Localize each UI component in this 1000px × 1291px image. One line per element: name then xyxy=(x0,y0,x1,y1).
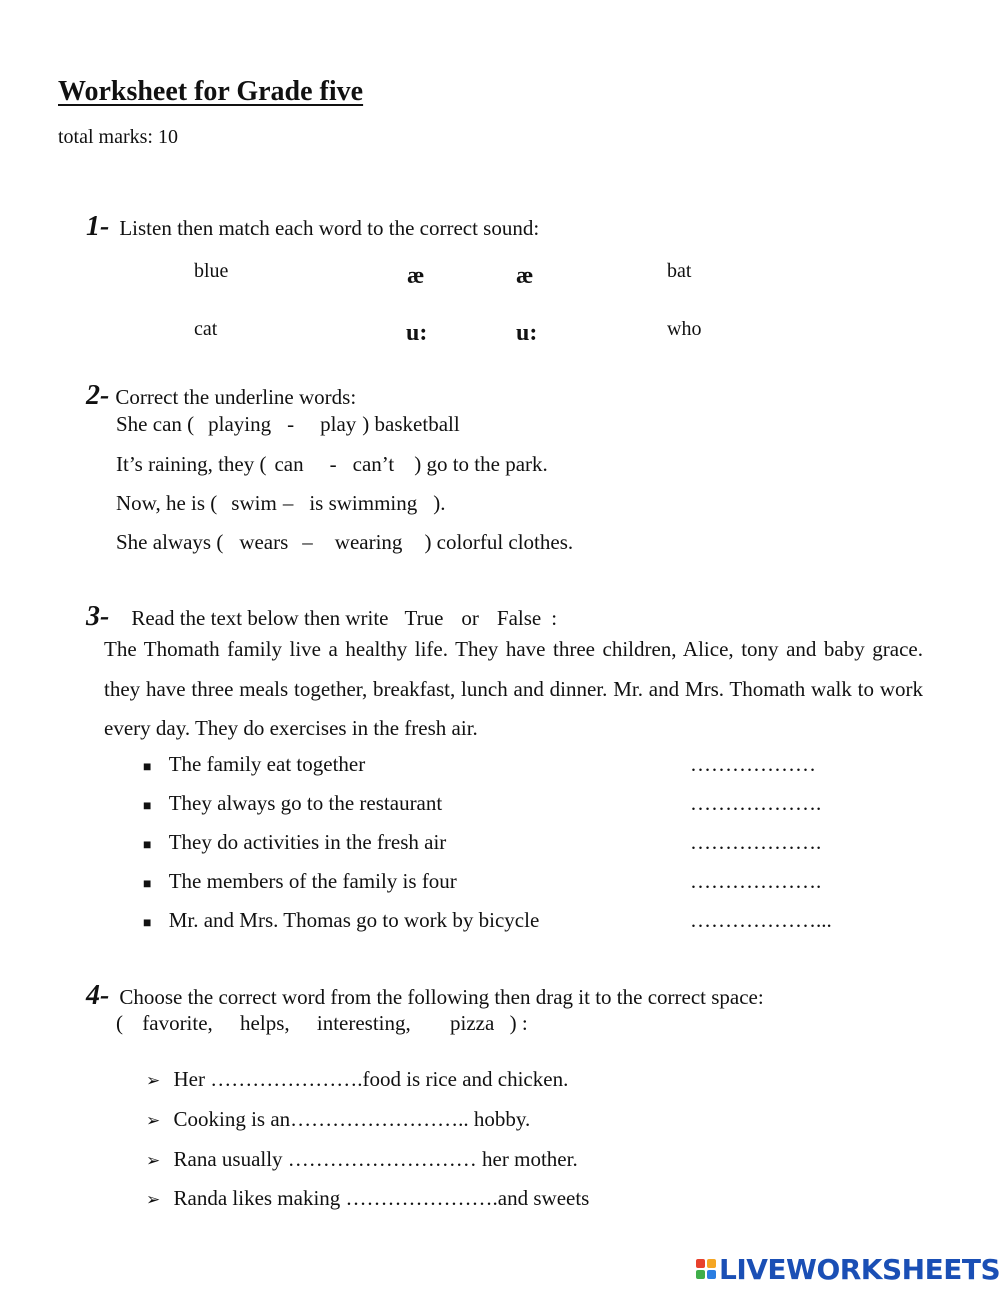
true-false-item xyxy=(143,830,446,855)
logo-cube xyxy=(696,1270,705,1279)
line-suffix: ). xyxy=(433,491,446,515)
statement-text: They always go to the restaurant xyxy=(168,791,443,815)
match-word-left[interactable]: cat xyxy=(194,318,218,340)
word-bank xyxy=(116,1011,528,1036)
total-marks: total marks: 10 xyxy=(58,126,178,148)
arrow-bullet-icon: ➢ xyxy=(146,1111,161,1130)
worksheet-title: Worksheet for Grade five xyxy=(58,76,364,107)
separator: – xyxy=(282,491,294,515)
fill-blank-sentence[interactable] xyxy=(146,1186,589,1211)
sound-symbol[interactable]: æ xyxy=(407,263,425,289)
correction-line xyxy=(116,412,460,437)
true-false-item xyxy=(143,908,539,933)
bullet-icon: ■ xyxy=(143,799,152,814)
word-bank-close: ) : xyxy=(509,1011,528,1035)
question-number: 1- xyxy=(86,211,110,242)
question-instruction: Correct the underline words: xyxy=(115,385,357,409)
separator: - xyxy=(287,412,295,436)
line-suffix: ) basketball xyxy=(362,412,460,436)
fill-blank-sentence[interactable] xyxy=(146,1147,578,1172)
line-suffix: ) colorful clothes. xyxy=(424,530,574,554)
option-1[interactable]: wears xyxy=(239,530,289,554)
statement-text: The members of the family is four xyxy=(168,869,457,893)
word-bank-word[interactable]: helps, xyxy=(240,1011,290,1035)
option-2[interactable]: is swimming xyxy=(309,491,418,515)
sentence-text[interactable]: Cooking is an…………………….. hobby. xyxy=(173,1107,531,1131)
bullet-icon: ■ xyxy=(143,877,152,892)
true-label: True xyxy=(404,606,444,630)
word-bank-open: ( xyxy=(116,1011,123,1035)
bullet-icon: ■ xyxy=(143,760,152,775)
word-bank-word[interactable]: favorite, xyxy=(142,1011,213,1035)
answer-blank[interactable]: ………………... xyxy=(690,908,832,932)
option-2[interactable]: wearing xyxy=(334,530,403,554)
line-prefix: She can ( xyxy=(116,412,195,436)
statement-text: They do activities in the fresh air xyxy=(168,830,447,854)
statement-text: Mr. and Mrs. Thomas go to work by bicycle xyxy=(168,908,540,932)
line-prefix: Now, he is ( xyxy=(116,491,218,515)
question-instruction: Listen then match each word to the correct sound: xyxy=(119,216,540,240)
option-1[interactable]: swim xyxy=(231,491,277,515)
match-word-left[interactable]: blue xyxy=(194,260,229,282)
line-prefix: She always ( xyxy=(116,530,224,554)
statement-text: The family eat together xyxy=(168,752,366,776)
option-2[interactable]: can’t xyxy=(352,452,395,476)
answer-blank[interactable]: ………………. xyxy=(690,791,822,815)
correction-line xyxy=(116,452,548,477)
sound-symbol[interactable]: u: xyxy=(516,320,538,346)
logo-text: LIVEWORKSHEETS xyxy=(719,1252,1000,1286)
separator: – xyxy=(302,530,313,554)
bullet-icon: ■ xyxy=(143,838,152,853)
question-1-heading xyxy=(86,211,539,243)
question-instruction: Choose the correct word from the following then drag it to the correct space: xyxy=(119,985,764,1009)
liveworksheets-logo[interactable] xyxy=(696,1252,1000,1286)
fill-blank-sentence[interactable] xyxy=(146,1067,568,1092)
question-4-heading xyxy=(86,980,764,1012)
sound-symbol[interactable]: æ xyxy=(516,263,534,289)
question-number: 4- xyxy=(86,980,110,1011)
fill-blank-sentence[interactable] xyxy=(146,1107,530,1132)
arrow-bullet-icon: ➢ xyxy=(146,1151,161,1170)
word-bank-word[interactable]: pizza xyxy=(450,1011,495,1035)
question-2-heading xyxy=(86,380,356,412)
or-label: or xyxy=(461,606,479,630)
sentence-text[interactable]: Her ………………….food is rice and chicken. xyxy=(173,1067,569,1091)
match-word-right[interactable]: bat xyxy=(667,260,692,282)
true-false-item xyxy=(143,869,457,894)
answer-blank[interactable]: ……………… xyxy=(690,752,816,776)
line-prefix: It’s raining, they ( xyxy=(116,452,267,476)
sentence-text[interactable]: Rana usually ……………………… her mother. xyxy=(173,1147,578,1171)
arrow-bullet-icon: ➢ xyxy=(146,1190,161,1209)
colon: : xyxy=(551,606,558,630)
question-instruction: Read the text below then write xyxy=(131,606,389,630)
logo-cube xyxy=(707,1270,716,1279)
sound-symbol[interactable]: u: xyxy=(406,320,428,346)
option-1[interactable]: can xyxy=(274,452,304,476)
word-bank-word[interactable]: interesting, xyxy=(316,1011,411,1035)
option-1[interactable]: playing xyxy=(208,412,272,436)
bullet-icon: ■ xyxy=(143,916,152,931)
question-3-heading xyxy=(86,601,557,633)
true-false-item xyxy=(143,752,365,777)
reading-passage: The Thomath family live a healthy life. They have three children, Alice, tony and baby grace. they have three meals together, breakfast, lunch and dinner. Mr. and Mrs. Thomath walk to work every day. They do exercises in the fresh air. xyxy=(104,637,923,740)
separator: - xyxy=(329,452,337,476)
line-suffix: ) go to the park. xyxy=(414,452,548,476)
correction-line xyxy=(116,530,573,555)
question-number: 2- xyxy=(86,380,110,411)
sentence-text[interactable]: Randa likes making ………………….and sweets xyxy=(173,1186,590,1210)
correction-line xyxy=(116,491,446,516)
logo-cube xyxy=(696,1259,705,1268)
answer-blank[interactable]: ………………. xyxy=(690,869,822,893)
question-number: 3- xyxy=(86,601,110,632)
true-false-item xyxy=(143,791,442,816)
logo-cube xyxy=(707,1259,716,1268)
answer-blank[interactable]: ………………. xyxy=(690,830,822,854)
match-word-right[interactable]: who xyxy=(667,318,702,340)
arrow-bullet-icon: ➢ xyxy=(146,1071,161,1090)
false-label: False xyxy=(496,606,542,630)
option-2[interactable]: play xyxy=(320,412,357,436)
logo-cubes-icon xyxy=(696,1259,716,1279)
